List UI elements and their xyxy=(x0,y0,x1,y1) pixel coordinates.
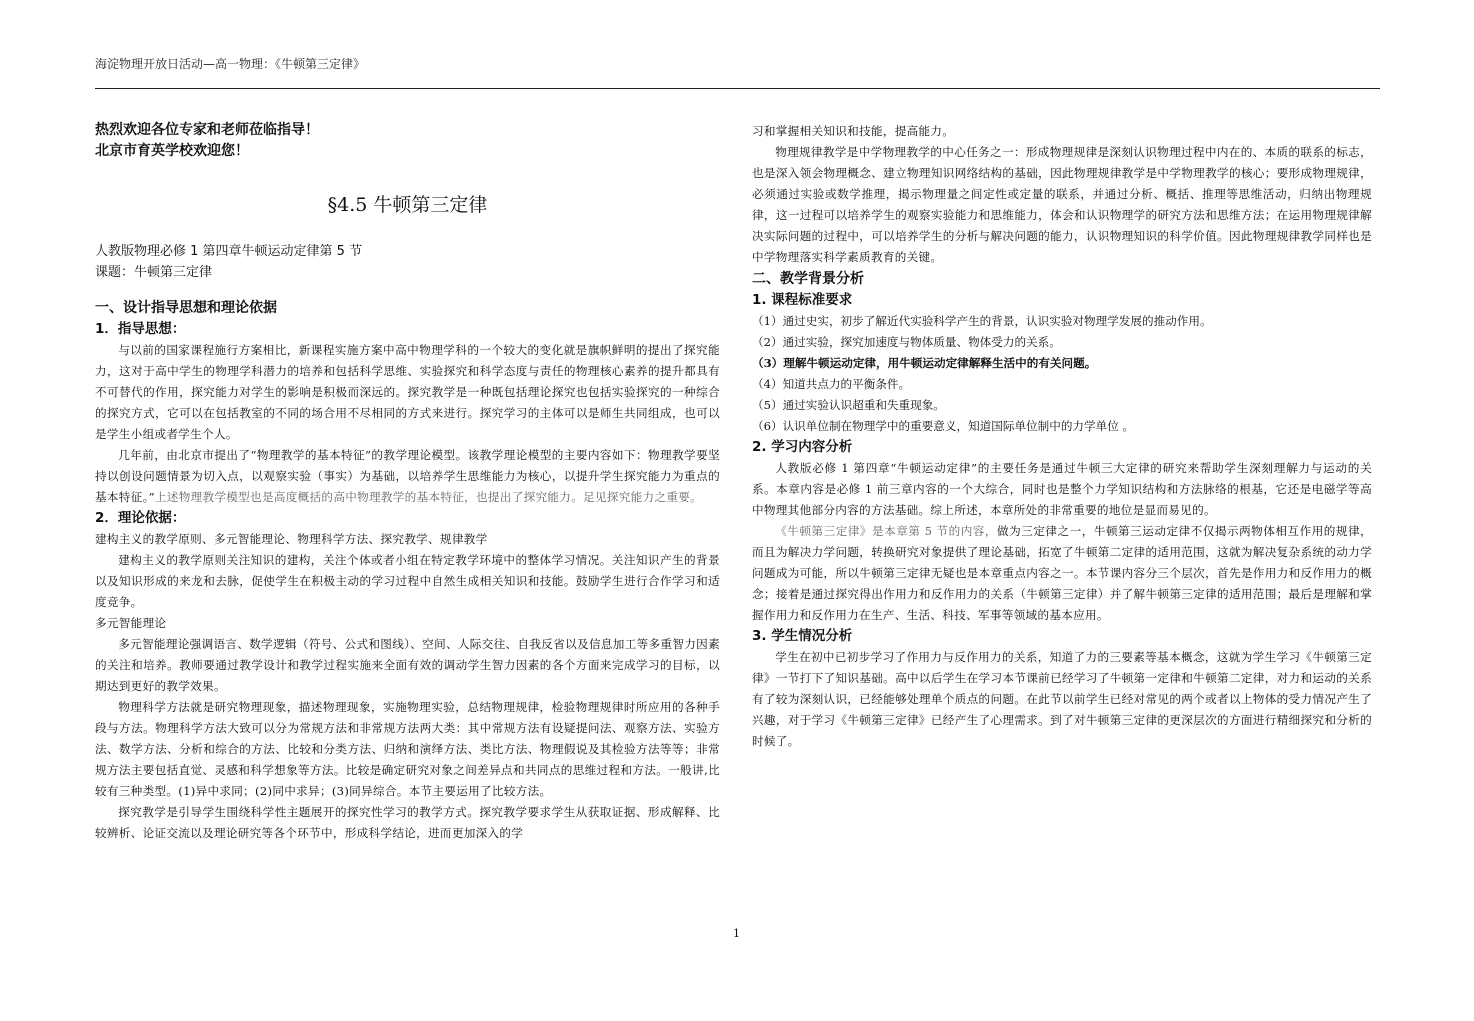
list-item: （6）认识单位制在物理学中的重要意义，知道国际单位制中的力学单位 。 xyxy=(752,419,1135,433)
list-item: （2）通过实验，探究加速度与物体质量、物体受力的关系。 xyxy=(752,335,1061,349)
subsection-guiding-thought: 1．指导思想： xyxy=(95,321,186,337)
paragraph-text-gray: 《牛顿第三定律》是本章第 5 节的内容， xyxy=(775,524,998,538)
paragraph: 建构主义的教学原则关注知识的建构，关注个体或者小组在特定教学环境中的整体学习情况。关注知识产生的背景以及知识形成的来龙和去脉，促使学生在积极主动的学习过程中自然生成相关知识和技能。鼓励学生进行合作学习和适度竞争。 xyxy=(95,553,720,609)
subsection-content-analysis: 2. 学习内容分析 xyxy=(752,439,853,455)
paragraph: 学生在初中已初步学习了作用力与反作用力的关系，知道了力的三要素等基本概念，这就为学生学习《牛顿第三定律》一节打下了知识基础。高中以后学生在学习本节课前已经学习了牛顿第一定律和牛顿第二定律，对力和运动的关系有了较为深刻认识，已经能够处理单个质点的问题。在此节以前学生已经对常见的两个或者以上物体的受力情况产生了兴趣，对于学习《牛顿第三定律》已经产生了心理需求。到了对牛顿第三定律的更深层次的方面进行精细探究和分析的时候了。 xyxy=(752,650,1372,748)
textbook-info: 人教版物理必修 1 第四章牛顿运动定律第 5 节 xyxy=(95,244,363,259)
subsection-theory-basis: 2．理论依据： xyxy=(95,510,186,526)
theory-list-line: 建构主义的教学原则、多元智能理论、物理科学方法、探究教学、规律教学 xyxy=(95,532,488,546)
list-item: （4）知道共点力的平衡条件。 xyxy=(752,377,911,391)
paragraph xyxy=(752,521,1372,626)
paragraph: 与以前的国家课程施行方案相比，新课程实施方案中高中物理学科的一个较大的变化就是旗帜鲜明的提出了探究能力，这对于高中学生的物理学科潜力的培养和包括科学思维、实验探究和科学态度与责任的物理核心素养的提升都具有不可替代的作用，探究能力对学生的影响是积极而深远的。探究教学是一种既包括理论探究也包括实验探究的一种综合的探究方式，它可以在包括教室的不同的场合用不尽相同的方式来进行。探究学习的主体可以是师生共同组成，也可以是学生小组或者学生个人。 xyxy=(95,343,720,441)
paragraph-text-gray: 上述物理教学模型也是高度概括的高中物理教学的基本特征，也提出了探究能力。足见探究能力之重要。 xyxy=(154,490,703,504)
list-item: （1）通过史实，初步了解近代实验科学产生的背景，认识实验对物理学发展的推动作用。 xyxy=(752,314,1212,328)
paragraph: 物理科学方法就是研究物理现象，描述物理现象，实施物理实验，总结物理规律，检验物理规律时所应用的各种手段与方法。物理科学方法大致可以分为常规方法和非常规方法两大类：其中常规方法有设疑提问法、观察方法、实验方法、数学方法、分析和综合的方法、比较和分类方法、归纳和演绎方法、类比方法、物理假说及其检验方法等等；非常规方法主要包括直觉、灵感和科学想象等方法。比较是确定研究对象之间差异点和共同点的思维过程和方法。一般讲,比较有三种类型。(1)异中求同；(2)同中求异；(3)同异综合。本节主要运用了比较方法。 xyxy=(95,700,720,798)
section-1-heading: 一、设计指导思想和理论依据 xyxy=(95,300,277,316)
subsection-student-analysis: 3. 学生情况分析 xyxy=(752,628,853,644)
list-item: （3）理解牛顿运动定律，用牛顿运动定律解释生活中的有关问题。 xyxy=(752,356,1097,370)
list-item: （5）通过实验认识超重和失重现象。 xyxy=(752,398,945,412)
section-2-heading: 二、教学背景分析 xyxy=(752,271,864,287)
paragraph xyxy=(95,445,720,508)
lesson-topic: 课题：牛顿第三定律 xyxy=(95,265,213,280)
paragraph: 人教版必修 1 第四章“牛顿运动定律”的主要任务是通过牛顿三大定律的研究来帮助学生深刻理解力与运动的关系。本章内容是必修 1 前三章内容的一个大综合，同时也是整个力学知识结构和方法脉络的根基，它还是电磁学等高中物理其他部分内容的方法基础。综上所述，本章所处的非常重要的地位是显而易见的。 xyxy=(752,461,1372,517)
theory-subheading: 多元智能理论 xyxy=(95,616,167,630)
page-number: 1 xyxy=(733,927,740,940)
document-title: §4.5 牛顿第三定律 xyxy=(327,194,488,216)
paragraph: 物理规律教学是中学物理教学的中心任务之一：形成物理规律是深刻认识物理过程中内在的、本质的联系的标志，也是深入领会物理概念、建立物理知识网络结构的基础，因此物理规律教学是中学物理教学的核心；要形成物理规律，必须通过实验或数学推理，揭示物理量之间定性或定量的联系，并通过分析、概括、推理等思维活动，归纳出物理规律，这一过程可以培养学生的观察实验能力和思维能力，体会和认识物理学的研究方法和思维方法；在运用物理规律解决实际问题的过程中，可以培养学生的分析与解决问题的能力，认识物理知识的科学价值。因此物理规律教学同样也是中学物理落实科学素质教育的关键。 xyxy=(752,145,1372,264)
subsection-curriculum: 1. 课程标准要求 xyxy=(752,292,853,308)
paragraph: 多元智能理论强调语言、数学逻辑（符号、公式和图线）、空间、人际交往、自我反省以及信息加工等多重智力因素的关注和培养。教师要通过教学设计和教学过程实施来全面有效的调动学生智力因素的各个方面来完成学习的目标，以期达到更好的教学效果。 xyxy=(95,637,720,693)
paragraph: 探究教学是引导学生围绕科学性主题展开的探究性学习的教学方式。探究教学要求学生从获取证据、形成解释、比较辨析、论证交流以及理论研究等各个环节中，形成科学结论，进而更加深入的学 xyxy=(95,805,720,840)
welcome-line-2: 北京市育英学校欢迎您！ xyxy=(95,143,249,159)
welcome-line-1: 热烈欢迎各位专家和老师莅临指导！ xyxy=(95,122,319,138)
header-divider xyxy=(95,88,1380,89)
paragraph-text: 做为三定律之一，牛顿第三运动定律不仅揭示两物体相互作用的规律，而且为解决力学问题，转换研究对象提供了理论基础，拓宽了牛顿第二定律的适用范围，这就为解决复杂系统的动力学问题成为可能，所以牛顿第三定律无疑也是本章重点内容之一。本节课内容分三个层次，首先是作用力和反作用力的概念；接着是通过探究得出作用力和反作用力的关系（牛顿第三定律）并了解牛顿第三定律的适用范围；最后是理解和掌握作用力和反作用力在生产、生活、科技、军事等领域的基本应用。 xyxy=(752,524,1372,622)
right-column xyxy=(752,121,1372,752)
paragraph-text: 几年前，由北京市提出了“物理教学的基本特征”的教学理论模型。该教学理论模型的主要内容如下：物理教学要坚持以创设问题情景为切入点，以观察实验（事实）为基础，以培养学生思维能力为核心，以提升学生探究能力为重点的基本特征。” xyxy=(95,448,720,504)
left-column xyxy=(95,120,720,844)
paragraph: 习和掌握相关知识和技能，提高能力。 xyxy=(752,124,955,138)
page-header: 海淀物理开放日活动—高一物理：《牛顿第三定律》 xyxy=(95,57,366,71)
